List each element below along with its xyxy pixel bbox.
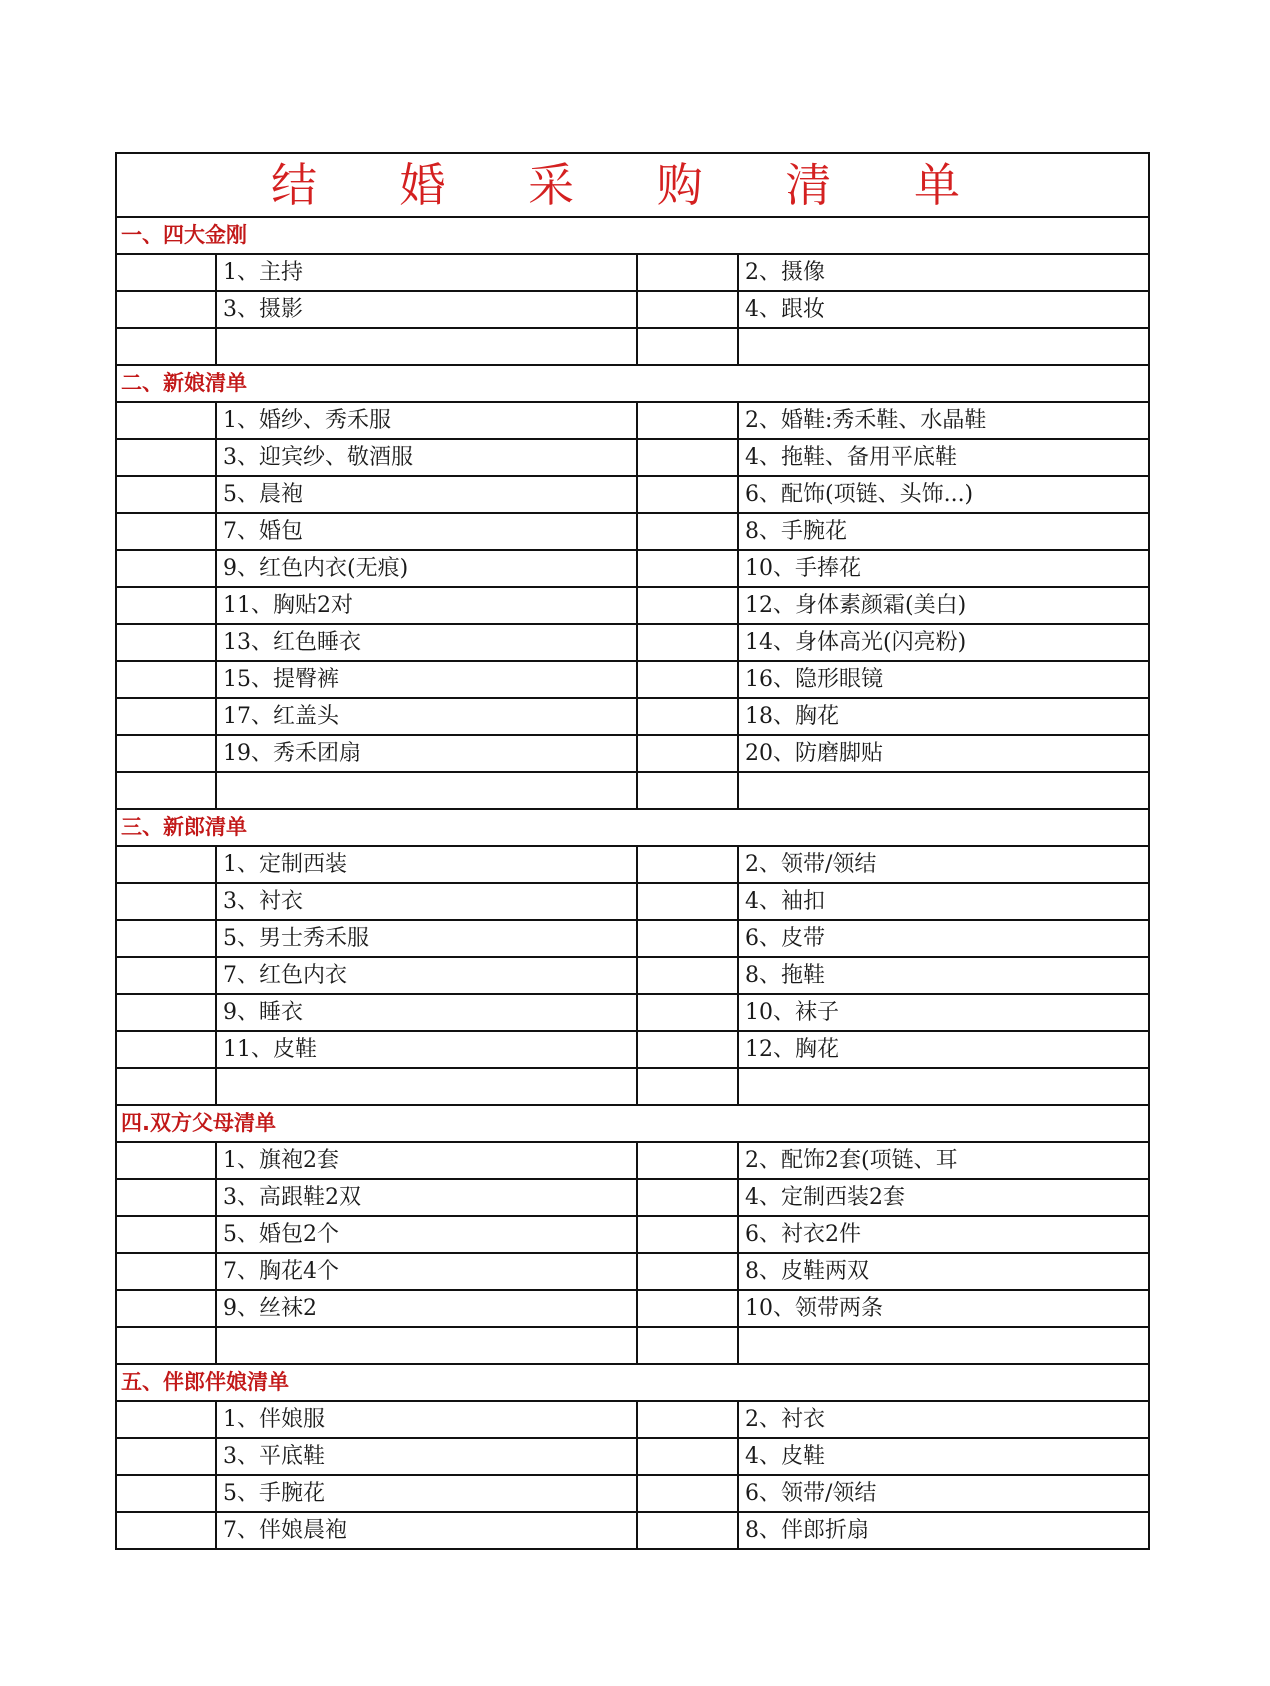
checkbox-cell bbox=[116, 846, 216, 883]
table-row bbox=[116, 846, 1149, 883]
item-cell: 2、衬衣 bbox=[738, 1401, 1149, 1438]
table-row bbox=[116, 957, 1149, 994]
item-cell: 3、衬衣 bbox=[216, 883, 637, 920]
empty-cell bbox=[116, 1327, 216, 1364]
empty-cell bbox=[116, 1068, 216, 1105]
item-cell: 3、摄影 bbox=[216, 291, 637, 328]
table-row bbox=[116, 920, 1149, 957]
item-cell: 9、红色内衣(无痕) bbox=[216, 550, 637, 587]
checkbox-cell bbox=[637, 661, 738, 698]
checkbox-cell bbox=[116, 1179, 216, 1216]
table-row bbox=[116, 994, 1149, 1031]
checkbox-cell bbox=[637, 624, 738, 661]
table-row bbox=[116, 1401, 1149, 1438]
checkbox-cell bbox=[637, 1475, 738, 1512]
item-cell: 3、迎宾纱、敬酒服 bbox=[216, 439, 637, 476]
empty-cell bbox=[216, 1068, 637, 1105]
empty-cell bbox=[637, 772, 738, 809]
table-row bbox=[116, 661, 1149, 698]
item-cell: 6、衬衣2件 bbox=[738, 1216, 1149, 1253]
checkbox-cell bbox=[637, 994, 738, 1031]
empty-cell bbox=[637, 1068, 738, 1105]
item-cell: 10、袜子 bbox=[738, 994, 1149, 1031]
item-cell: 10、领带两条 bbox=[738, 1290, 1149, 1327]
table-row bbox=[116, 735, 1149, 772]
checkbox-cell bbox=[637, 883, 738, 920]
checkbox-cell bbox=[116, 698, 216, 735]
table-row bbox=[116, 1142, 1149, 1179]
checkbox-cell bbox=[116, 1401, 216, 1438]
checkbox-cell bbox=[116, 1475, 216, 1512]
table-row bbox=[116, 883, 1149, 920]
checkbox-cell bbox=[637, 1031, 738, 1068]
table-row bbox=[116, 439, 1149, 476]
table-row bbox=[116, 550, 1149, 587]
checkbox-cell bbox=[116, 957, 216, 994]
item-cell: 3、平底鞋 bbox=[216, 1438, 637, 1475]
item-cell: 8、皮鞋两双 bbox=[738, 1253, 1149, 1290]
checkbox-cell bbox=[637, 402, 738, 439]
checkbox-cell bbox=[637, 254, 738, 291]
item-cell: 17、红盖头 bbox=[216, 698, 637, 735]
table-row bbox=[116, 698, 1149, 735]
item-cell: 20、防磨脚贴 bbox=[738, 735, 1149, 772]
checkbox-cell bbox=[116, 1031, 216, 1068]
checkbox-cell bbox=[637, 476, 738, 513]
section-header-row bbox=[116, 365, 1149, 402]
checkbox-cell bbox=[116, 735, 216, 772]
item-cell: 1、婚纱、秀禾服 bbox=[216, 402, 637, 439]
item-cell: 7、伴娘晨袍 bbox=[216, 1512, 637, 1549]
blank-row bbox=[116, 1327, 1149, 1364]
checkbox-cell bbox=[637, 1216, 738, 1253]
checkbox-cell bbox=[637, 291, 738, 328]
item-cell: 12、身体素颜霜(美白) bbox=[738, 587, 1149, 624]
table-row bbox=[116, 1179, 1149, 1216]
empty-cell bbox=[216, 772, 637, 809]
checkbox-cell bbox=[116, 254, 216, 291]
item-cell: 2、婚鞋:秀禾鞋、水晶鞋 bbox=[738, 402, 1149, 439]
checkbox-cell bbox=[637, 698, 738, 735]
table-row bbox=[116, 624, 1149, 661]
table-row bbox=[116, 1438, 1149, 1475]
checkbox-cell bbox=[116, 920, 216, 957]
item-cell: 8、伴郎折扇 bbox=[738, 1512, 1149, 1549]
blank-row bbox=[116, 1068, 1149, 1105]
checkbox-cell bbox=[637, 587, 738, 624]
empty-cell bbox=[116, 328, 216, 365]
item-cell: 6、皮带 bbox=[738, 920, 1149, 957]
section-heading: 三、新郎清单 bbox=[116, 809, 1149, 846]
checkbox-cell bbox=[637, 957, 738, 994]
section-heading: 一、四大金刚 bbox=[116, 217, 1149, 254]
checkbox-cell bbox=[637, 1401, 738, 1438]
table-row bbox=[116, 476, 1149, 513]
item-cell: 6、领带/领结 bbox=[738, 1475, 1149, 1512]
item-cell: 3、高跟鞋2双 bbox=[216, 1179, 637, 1216]
table-body bbox=[116, 153, 1149, 1549]
item-cell: 5、晨袍 bbox=[216, 476, 637, 513]
checkbox-cell bbox=[637, 846, 738, 883]
checkbox-cell bbox=[116, 1253, 216, 1290]
empty-cell bbox=[738, 772, 1149, 809]
item-cell: 1、定制西装 bbox=[216, 846, 637, 883]
checkbox-cell bbox=[116, 587, 216, 624]
table-row bbox=[116, 1253, 1149, 1290]
checkbox-cell bbox=[637, 1438, 738, 1475]
section-header-row bbox=[116, 1105, 1149, 1142]
item-cell: 7、红色内衣 bbox=[216, 957, 637, 994]
checkbox-cell bbox=[637, 1179, 738, 1216]
item-cell: 8、拖鞋 bbox=[738, 957, 1149, 994]
item-cell: 9、丝袜2 bbox=[216, 1290, 637, 1327]
section-header-row bbox=[116, 809, 1149, 846]
page-title: 结 婚 采 购 清 单 bbox=[116, 153, 1149, 217]
empty-cell bbox=[637, 328, 738, 365]
item-cell: 8、手腕花 bbox=[738, 513, 1149, 550]
item-cell: 1、伴娘服 bbox=[216, 1401, 637, 1438]
checkbox-cell bbox=[116, 1512, 216, 1549]
item-cell: 2、摄像 bbox=[738, 254, 1149, 291]
item-cell: 19、秀禾团扇 bbox=[216, 735, 637, 772]
section-header-row bbox=[116, 1364, 1149, 1401]
checkbox-cell bbox=[637, 1253, 738, 1290]
section-heading: 二、新娘清单 bbox=[116, 365, 1149, 402]
shopping-list-table bbox=[115, 152, 1150, 1550]
item-cell: 13、红色睡衣 bbox=[216, 624, 637, 661]
checkbox-cell bbox=[116, 661, 216, 698]
checkbox-cell bbox=[637, 735, 738, 772]
item-cell: 7、婚包 bbox=[216, 513, 637, 550]
item-cell: 4、拖鞋、备用平底鞋 bbox=[738, 439, 1149, 476]
checkbox-cell bbox=[637, 439, 738, 476]
table-row bbox=[116, 513, 1149, 550]
checkbox-cell bbox=[637, 550, 738, 587]
checkbox-cell bbox=[637, 1142, 738, 1179]
item-cell: 1、旗袍2套 bbox=[216, 1142, 637, 1179]
table-row bbox=[116, 1290, 1149, 1327]
item-cell: 7、胸花4个 bbox=[216, 1253, 637, 1290]
checkbox-cell bbox=[116, 1438, 216, 1475]
table-row bbox=[116, 402, 1149, 439]
empty-cell bbox=[116, 772, 216, 809]
empty-cell bbox=[738, 1068, 1149, 1105]
item-cell: 10、手捧花 bbox=[738, 550, 1149, 587]
checkbox-cell bbox=[637, 513, 738, 550]
table-row bbox=[116, 291, 1149, 328]
checkbox-cell bbox=[116, 402, 216, 439]
item-cell: 11、皮鞋 bbox=[216, 1031, 637, 1068]
section-heading: 五、伴郎伴娘清单 bbox=[116, 1364, 1149, 1401]
item-cell: 5、手腕花 bbox=[216, 1475, 637, 1512]
section-heading: 四.双方父母清单 bbox=[116, 1105, 1149, 1142]
item-cell: 12、胸花 bbox=[738, 1031, 1149, 1068]
checkbox-cell bbox=[116, 476, 216, 513]
checkbox-cell bbox=[116, 624, 216, 661]
checkbox-cell bbox=[116, 291, 216, 328]
item-cell: 4、跟妆 bbox=[738, 291, 1149, 328]
item-cell: 4、定制西装2套 bbox=[738, 1179, 1149, 1216]
checkbox-cell bbox=[637, 1290, 738, 1327]
section-header-row bbox=[116, 217, 1149, 254]
checkbox-cell bbox=[116, 1216, 216, 1253]
item-cell: 16、隐形眼镜 bbox=[738, 661, 1149, 698]
empty-cell bbox=[216, 1327, 637, 1364]
table-row bbox=[116, 1512, 1149, 1549]
item-cell: 4、袖扣 bbox=[738, 883, 1149, 920]
empty-cell bbox=[738, 328, 1149, 365]
table-row bbox=[116, 1475, 1149, 1512]
table-row bbox=[116, 587, 1149, 624]
checkbox-cell bbox=[637, 1512, 738, 1549]
item-cell: 15、提臀裤 bbox=[216, 661, 637, 698]
title-row bbox=[116, 153, 1149, 217]
checkbox-cell bbox=[116, 1290, 216, 1327]
item-cell: 2、配饰2套(项链、耳 bbox=[738, 1142, 1149, 1179]
item-cell: 1、主持 bbox=[216, 254, 637, 291]
checkbox-cell bbox=[116, 513, 216, 550]
item-cell: 11、胸贴2对 bbox=[216, 587, 637, 624]
checkbox-cell bbox=[116, 550, 216, 587]
table-row bbox=[116, 254, 1149, 291]
table-row bbox=[116, 1031, 1149, 1068]
blank-row bbox=[116, 772, 1149, 809]
item-cell: 2、领带/领结 bbox=[738, 846, 1149, 883]
item-cell: 6、配饰(项链、头饰...) bbox=[738, 476, 1149, 513]
checkbox-cell bbox=[116, 439, 216, 476]
blank-row bbox=[116, 328, 1149, 365]
empty-cell bbox=[738, 1327, 1149, 1364]
item-cell: 9、睡衣 bbox=[216, 994, 637, 1031]
item-cell: 5、男士秀禾服 bbox=[216, 920, 637, 957]
checkbox-cell bbox=[116, 1142, 216, 1179]
item-cell: 14、身体高光(闪亮粉) bbox=[738, 624, 1149, 661]
item-cell: 5、婚包2个 bbox=[216, 1216, 637, 1253]
table-row bbox=[116, 1216, 1149, 1253]
checkbox-cell bbox=[116, 883, 216, 920]
checkbox-cell bbox=[116, 994, 216, 1031]
empty-cell bbox=[637, 1327, 738, 1364]
empty-cell bbox=[216, 328, 637, 365]
item-cell: 4、皮鞋 bbox=[738, 1438, 1149, 1475]
item-cell: 18、胸花 bbox=[738, 698, 1149, 735]
checkbox-cell bbox=[637, 920, 738, 957]
